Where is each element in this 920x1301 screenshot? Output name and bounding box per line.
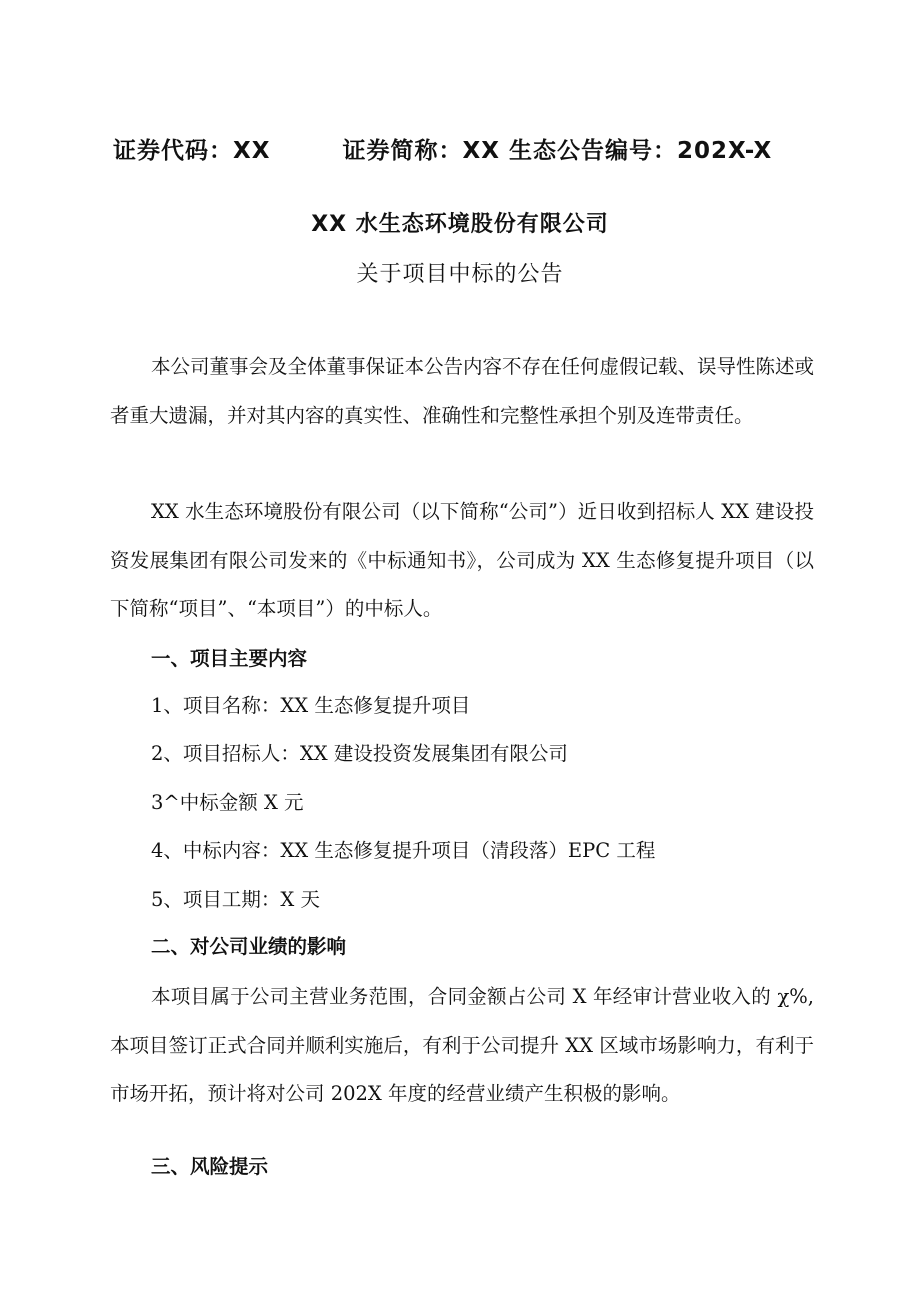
announcement-header — [113, 132, 772, 165]
section-heading-risk-notice: 三、风险提示 — [151, 1155, 269, 1178]
section-heading-project-content: 一、项目主要内容 — [151, 647, 308, 670]
bid-notice-paragraph: XX 水生态环境股份有限公司（以下简称“公司”）近日收到招标人 XX 建设投资发展集团有限公司发来的《中标通知书》，公司成为 XX 生态修复提升项目（以下简称“项目”、“本项目”）的中标人。 — [110, 500, 814, 620]
company-title: XX 水生态环境股份有限公司 — [311, 212, 609, 237]
announcement-subject: 关于项目中标的公告 — [356, 262, 564, 287]
list-item-bid-amount: 3^中标金额 X 元 — [151, 791, 304, 814]
list-item-project-name: 1、项目名称：XX 生态修复提升项目 — [151, 694, 471, 717]
list-item-duration: 5、项目工期：X 天 — [151, 888, 320, 911]
board-statement-paragraph: 本公司董事会及全体董事保证本公告内容不存在任何虚假记载、误导性陈述或者重大遗漏，并对其内容的真实性、准确性和完整性承担个别及连带责任。 — [110, 355, 815, 427]
section-heading-performance-impact: 二、对公司业绩的影响 — [151, 935, 347, 958]
stock-code: 证券代码：XX — [113, 138, 271, 164]
stock-name-and-number: 证券简称：XX 生态公告编号：202X-X — [342, 138, 773, 164]
performance-impact-paragraph: 本项目属于公司主营业务范围，合同金额占公司 X 年经审计营业收入的 χ%,本项目签订正式合同并顺利实施后，有利于公司提升 XX 区域市场影响力，有利于市场开拓，预计将对公司 202X 年度的经营业绩产生积极的影响。 — [110, 985, 814, 1105]
list-item-bid-content: 4、中标内容：XX 生态修复提升项目（清段落）EPC 工程 — [151, 839, 656, 862]
list-item-tenderer: 2、项目招标人：XX 建设投资发展集团有限公司 — [151, 742, 568, 765]
